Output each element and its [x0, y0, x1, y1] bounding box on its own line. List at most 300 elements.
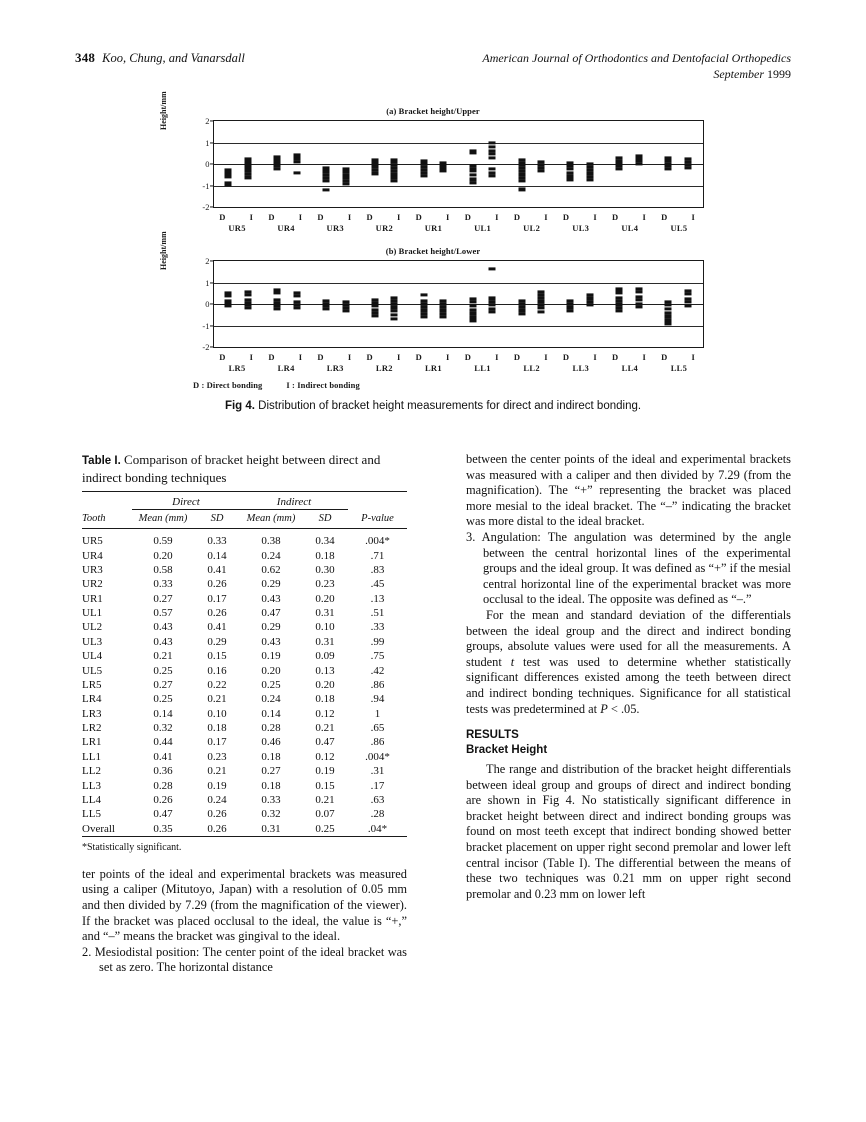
cell-value: 0.46: [261, 736, 281, 749]
data-point: [322, 307, 329, 310]
y-tick-label: 2: [205, 256, 210, 266]
data-point: [225, 183, 232, 186]
cell-pvalue: .99: [370, 635, 385, 648]
sublabel-direct: D: [415, 212, 423, 222]
cell-value: 0.20: [315, 592, 335, 605]
table-row: [82, 663, 407, 677]
sublabel-indirect: I: [642, 212, 647, 222]
cell-value: 0.47: [315, 736, 335, 749]
data-point: [489, 311, 496, 314]
chart-bracket-height-upper: [158, 91, 706, 236]
data-point-column: [682, 261, 693, 347]
sublabel-direct: D: [268, 352, 275, 362]
cell-tooth: UL5: [82, 664, 103, 677]
reference-line: [214, 186, 703, 187]
cell-pvalue: .86: [370, 736, 385, 749]
cell-value: 0.32: [261, 808, 281, 821]
cell-value: 0.43: [261, 592, 281, 605]
legend-indirect: I : Indirect bonding: [286, 380, 360, 390]
cell-value: 0.18: [207, 722, 227, 735]
sublabel-direct: D: [612, 212, 619, 222]
table-row: [82, 649, 407, 663]
cell-tooth: LL3: [82, 779, 101, 792]
data-point: [665, 168, 672, 171]
cell-value: 0.20: [153, 549, 173, 562]
data-point-column: [340, 261, 351, 347]
table-row: [82, 606, 407, 620]
cell-value: 0.25: [153, 664, 173, 677]
y-tick-label: 1: [205, 277, 210, 288]
cell-tooth: LR4: [82, 693, 102, 706]
data-point: [567, 309, 574, 312]
y-tick-mark: [210, 120, 214, 121]
cell-value: 0.26: [153, 793, 173, 806]
table-title: [82, 452, 407, 485]
sublabel-direct: D: [317, 212, 325, 222]
table-row: [82, 778, 407, 792]
data-point: [616, 291, 623, 294]
data-point-column: [223, 121, 234, 207]
cell-value: 0.62: [261, 563, 281, 576]
x-axis-tooth-label: LL5: [670, 363, 688, 373]
reference-line: [214, 326, 703, 327]
table-row: [82, 793, 407, 807]
bracket-height-table: [82, 491, 407, 837]
data-point: [538, 169, 545, 172]
cell-value: 0.30: [315, 563, 335, 576]
data-point-column: [614, 261, 625, 347]
table-row: [82, 764, 407, 778]
data-point: [518, 188, 525, 191]
cell-value: 0.58: [153, 563, 173, 576]
cell-value: 0.29: [261, 621, 281, 634]
x-axis-tooth-label: LR4: [277, 363, 295, 373]
left-para-continued: ter points of the ideal and experimental brackets was measured using a caliper (Mitutoyo, Japan) with a resolution of 0.05 mm and then divided by 7.29 (from the magnification of the viewer). If the bracket was placed occlusal to the ideal, the value is “+,” and “–” means the bracket was gingival to the ideal.: [82, 866, 407, 944]
data-point-column: [418, 121, 429, 207]
data-point: [244, 293, 251, 296]
data-point: [225, 175, 232, 178]
y-tick-mark: [210, 346, 214, 347]
cell-pvalue: .42: [370, 664, 385, 677]
group-header-direct: Direct: [132, 496, 240, 510]
cell-pvalue: 1: [374, 707, 381, 720]
sublabel-indirect: I: [446, 352, 450, 362]
data-point-column: [369, 261, 380, 347]
cell-tooth: UL2: [82, 621, 103, 634]
cell-pvalue: .83: [370, 563, 385, 576]
table-row: [82, 635, 407, 649]
reference-line: [214, 143, 703, 144]
sublabel-direct: D: [366, 352, 374, 362]
data-point-column: [565, 261, 576, 347]
table-row: [82, 822, 407, 837]
cell-value: 0.18: [261, 750, 281, 763]
data-point-column: [242, 261, 253, 347]
cell-tooth: UL4: [82, 650, 103, 663]
col-header-pvalue: P-value: [361, 512, 394, 524]
cell-value: 0.43: [153, 621, 173, 634]
data-point-column: [320, 261, 331, 347]
data-point: [489, 174, 496, 177]
cell-value: 0.26: [207, 607, 227, 620]
figure-legend: [193, 380, 360, 390]
cell-value: 0.41: [153, 750, 173, 763]
cell-value: 0.17: [207, 736, 227, 749]
cell-value: 0.18: [315, 549, 335, 562]
sublabel-direct: D: [366, 212, 374, 222]
y-tick-label: -2: [202, 342, 210, 352]
cell-value: 0.14: [207, 549, 227, 562]
sublabel-direct: D: [562, 352, 570, 362]
cell-value: 0.21: [315, 793, 335, 806]
cell-tooth: LR2: [82, 722, 102, 735]
col-header-direct-sd: SD: [210, 513, 224, 524]
cell-value: 0.28: [261, 722, 281, 735]
sublabel-direct: D: [612, 352, 619, 362]
x-axis-tooth-label: UR4: [277, 223, 295, 233]
cell-pvalue: .13: [370, 592, 385, 605]
cell-value: 0.33: [153, 578, 173, 591]
table-footnote: *Statistically significant.: [82, 841, 182, 853]
x-axis-tooth-label: LR3: [326, 363, 344, 373]
cell-tooth: LR1: [82, 736, 102, 749]
cell-value: 0.38: [261, 535, 281, 548]
table-row: [82, 592, 407, 606]
data-point: [489, 268, 496, 271]
x-axis-tooth-label: LL2: [523, 363, 540, 373]
data-point: [635, 162, 642, 165]
reference-line: [214, 283, 703, 284]
cell-value: 0.15: [315, 779, 335, 792]
sublabel-direct: D: [513, 212, 521, 222]
cell-pvalue: .45: [370, 578, 385, 591]
sublabel-direct: D: [219, 352, 226, 362]
data-point: [684, 293, 691, 296]
left-list-item-2: 2. Mesiodistal position: The center point of the ideal bracket was set as zero. The horizontal distance: [82, 944, 407, 975]
data-point: [293, 160, 300, 163]
stats-text-a: For the mean and standard deviation of the differentials between the ideal group and the direct and indirect bonding groups, absolute values were used for all the measurements. A student: [466, 607, 791, 669]
figure-caption-text: Distribution of bracket height measurements for direct and indirect bonding.: [254, 400, 642, 412]
table-row: [82, 534, 407, 548]
data-point-column: [663, 121, 674, 207]
cell-value: 0.26: [207, 808, 227, 821]
data-point: [469, 308, 476, 311]
data-point: [684, 167, 691, 170]
data-point: [518, 180, 525, 183]
cell-value: 0.35: [153, 822, 173, 835]
data-point: [684, 304, 691, 307]
x-axis-tooth-label: UR5: [228, 223, 246, 233]
x-axis-tooth-label: UL5: [670, 223, 688, 233]
data-point: [440, 169, 447, 172]
x-axis-subgroup-labels: [650, 352, 708, 362]
sublabel-indirect: I: [691, 212, 696, 222]
zero-line: [214, 304, 703, 305]
cell-value: 0.24: [207, 793, 227, 806]
table-row: [82, 620, 407, 634]
table-label: Table I.: [82, 455, 121, 467]
legend-direct: D : Direct bonding: [193, 380, 263, 390]
data-point: [567, 171, 574, 174]
x-axis-subgroup-labels: [650, 212, 708, 222]
data-point-column: [565, 121, 576, 207]
cell-value: 0.57: [153, 607, 173, 620]
stats-p-symbol: P: [600, 701, 608, 716]
cell-value: 0.14: [261, 707, 281, 720]
table-row: [82, 548, 407, 562]
col-header-indirect-sd: SD: [318, 513, 332, 524]
cell-tooth: LL5: [82, 808, 101, 821]
data-point: [469, 181, 476, 184]
data-point-column: [467, 121, 478, 207]
sublabel-direct: D: [219, 212, 226, 222]
x-axis-tooth-label: UL2: [523, 223, 541, 233]
data-point-column: [272, 261, 283, 347]
cell-value: 0.09: [315, 650, 335, 663]
cell-value: 0.10: [315, 621, 335, 634]
data-point-column: [516, 121, 527, 207]
y-tick-label: -1: [202, 180, 210, 191]
data-point: [665, 322, 672, 325]
sublabel-indirect: I: [347, 352, 352, 362]
data-point: [391, 317, 398, 320]
data-point: [391, 310, 398, 313]
cell-value: 0.24: [261, 549, 281, 562]
data-point: [244, 306, 251, 309]
sublabel-indirect: I: [298, 212, 303, 222]
cell-value: 0.27: [153, 678, 173, 691]
table-row: [82, 577, 407, 591]
chart-bracket-height-lower: [158, 231, 706, 376]
y-tick-mark: [210, 206, 214, 207]
cell-pvalue: .94: [370, 693, 385, 706]
data-point: [391, 306, 398, 309]
data-point: [420, 293, 427, 296]
cell-value: 0.21: [153, 650, 173, 663]
data-point: [616, 168, 623, 171]
right-list-item-3: 3. Angulation: The angulation was determined by the angle between the central horizontal lines of the experimental groups and the ideal group. It was defined as “+” if the mesial central horizontal line of the experimental bracket was more occlusal to the ideal. The opposite was defined as “–.”: [466, 529, 791, 607]
table-row: [82, 692, 407, 706]
cell-value: 0.22: [207, 678, 227, 691]
y-tick-label: -1: [202, 320, 210, 331]
cell-value: 0.19: [261, 650, 281, 663]
cell-value: 0.33: [261, 793, 281, 806]
sublabel-indirect: I: [396, 212, 401, 222]
cell-value: 0.43: [153, 635, 173, 648]
cell-value: 0.20: [261, 664, 281, 677]
data-point-column: [340, 121, 351, 207]
table-group-labels: [82, 496, 407, 510]
sublabel-direct: D: [317, 352, 325, 362]
table-row: [82, 750, 407, 764]
data-point: [665, 315, 672, 318]
sublabel-indirect: I: [249, 352, 254, 362]
data-point-column: [389, 121, 400, 207]
cell-value: 0.21: [207, 765, 227, 778]
cell-value: 0.33: [207, 535, 227, 548]
table-row: [82, 678, 407, 692]
table-row: [82, 721, 407, 735]
issue-month: September: [713, 67, 767, 81]
cell-value: 0.20: [315, 678, 335, 691]
col-header-indirect-mean: Mean (mm): [246, 513, 296, 524]
cell-value: 0.25: [153, 693, 173, 706]
x-axis-tooth-label: LL3: [572, 363, 589, 373]
sublabel-indirect: I: [544, 212, 549, 222]
data-point: [665, 311, 672, 314]
stats-text-c: < .05.: [607, 701, 640, 716]
cell-value: 0.36: [153, 765, 173, 778]
heading-results: RESULTS: [466, 729, 519, 742]
cell-tooth: UR2: [82, 578, 103, 591]
data-point: [489, 156, 496, 159]
cell-value: 0.21: [207, 693, 227, 706]
sublabel-direct: D: [661, 352, 668, 362]
data-point: [440, 315, 447, 318]
cell-value: 0.41: [207, 563, 227, 576]
data-point: [587, 178, 594, 181]
left-column: [82, 452, 407, 976]
y-tick-mark: [210, 260, 214, 261]
data-point: [469, 152, 476, 155]
data-point: [293, 306, 300, 309]
sublabel-direct: D: [268, 212, 275, 222]
cell-value: 0.26: [207, 822, 227, 835]
sublabel-direct: D: [513, 352, 521, 362]
x-axis-tooth-label: UR1: [424, 223, 443, 233]
table-body: [82, 529, 407, 837]
data-point: [489, 141, 496, 144]
data-point: [274, 167, 281, 170]
cell-value: 0.31: [315, 635, 335, 648]
data-point-column: [418, 261, 429, 347]
data-point-column: [438, 261, 449, 347]
cell-value: 0.16: [207, 664, 227, 677]
data-point-column: [242, 121, 253, 207]
x-axis-group: [650, 352, 708, 373]
cell-pvalue: .51: [370, 607, 385, 620]
cell-value: 0.18: [261, 779, 281, 792]
data-point-column: [536, 261, 547, 347]
y-tick-label: -2: [202, 202, 210, 212]
right-para-results: The range and distribution of the bracket height differentials between ideal group and groups of direct and indirect bonding are shown in Fig 4. No statistically significant difference in bracket height between direct and indirect bonding groups was found on most teeth except that indirect bonding showed better bracket placement on upper right second premolar and lower left central incisor (Table I). The differential between the means of these two techniques was 0.21 mm on upper right second premolar and 0.23 mm on lower left: [466, 762, 791, 901]
x-axis-tooth-label: UR2: [375, 223, 394, 233]
data-point: [567, 178, 574, 181]
sublabel-indirect: I: [642, 352, 647, 362]
cell-pvalue: .17: [370, 779, 385, 792]
cell-tooth: LL4: [82, 793, 101, 806]
cell-pvalue: .65: [370, 722, 385, 735]
data-point: [244, 176, 251, 179]
cell-value: 0.27: [153, 592, 173, 605]
cell-value: 0.28: [153, 779, 173, 792]
plot-area-upper: [202, 116, 704, 212]
data-point: [274, 291, 281, 294]
cell-value: 0.31: [315, 607, 335, 620]
table-row: [82, 735, 407, 749]
cell-tooth: UL1: [82, 607, 103, 620]
data-point-column: [585, 121, 596, 207]
cell-value: 0.41: [207, 621, 227, 634]
table-row: [82, 707, 407, 721]
data-point: [342, 182, 349, 185]
figure-caption: [75, 400, 791, 412]
x-axis-group: [650, 212, 708, 233]
cell-value: 0.23: [207, 750, 227, 763]
data-point: [469, 312, 476, 315]
journal-name: American Journal of Orthodontics and Dentofacial Orthopedics: [482, 51, 791, 65]
group-header-indirect: Indirect: [240, 496, 348, 510]
cell-value: 0.43: [261, 635, 281, 648]
data-point-column: [614, 121, 625, 207]
data-point: [420, 174, 427, 177]
data-point: [616, 310, 623, 313]
cell-tooth: UR3: [82, 563, 103, 576]
cell-tooth: LR5: [82, 678, 102, 691]
cell-tooth: UR4: [82, 549, 103, 562]
data-point-column: [291, 121, 302, 207]
cell-value: 0.17: [207, 592, 227, 605]
cell-value: 0.13: [315, 664, 335, 677]
running-head-left: [75, 50, 245, 66]
data-point: [293, 295, 300, 298]
data-point: [469, 319, 476, 322]
cell-value: 0.47: [261, 607, 281, 620]
cell-pvalue: .31: [370, 765, 385, 778]
data-point: [274, 308, 281, 311]
x-axis-tooth-label: UL3: [572, 223, 590, 233]
sublabel-indirect: I: [593, 352, 598, 362]
sublabel-indirect: I: [593, 212, 598, 222]
cell-value: 0.32: [153, 722, 173, 735]
cell-pvalue: .04*: [367, 822, 388, 835]
table-row: [82, 563, 407, 577]
cell-value: 0.25: [261, 678, 281, 691]
issue-date: [482, 66, 791, 82]
cell-pvalue: .75: [370, 650, 385, 663]
x-axis-tooth-label: LR2: [375, 363, 393, 373]
cell-value: 0.29: [207, 635, 227, 648]
data-point: [587, 304, 594, 307]
cell-value: 0.27: [261, 765, 281, 778]
y-axis-label-upper: Height/mm: [158, 91, 168, 130]
cell-tooth: UR1: [82, 592, 103, 605]
data-point-column: [272, 121, 283, 207]
cell-value: 0.12: [315, 750, 335, 763]
cell-tooth: LR3: [82, 707, 102, 720]
sublabel-direct: D: [562, 212, 570, 222]
sublabel-direct: D: [464, 212, 472, 222]
data-point: [322, 180, 329, 183]
x-axis-tooth-label: LR5: [228, 363, 246, 373]
data-point: [371, 314, 378, 317]
x-axis-lower: [213, 352, 704, 376]
x-axis-tooth-label: LR1: [424, 363, 442, 373]
data-point-column: [291, 261, 302, 347]
col-header-direct-mean: Mean (mm): [138, 513, 188, 524]
sublabel-indirect: I: [691, 352, 696, 362]
cell-value: 0.31: [261, 822, 281, 835]
cell-value: 0.23: [315, 578, 335, 591]
cell-value: 0.59: [153, 535, 173, 548]
cell-value: 0.19: [315, 765, 335, 778]
sublabel-indirect: I: [249, 212, 254, 222]
figure-4: [75, 91, 791, 390]
data-point-column: [516, 261, 527, 347]
cell-pvalue: .86: [370, 678, 385, 691]
running-head: [75, 50, 791, 88]
sublabel-indirect: I: [495, 352, 499, 362]
